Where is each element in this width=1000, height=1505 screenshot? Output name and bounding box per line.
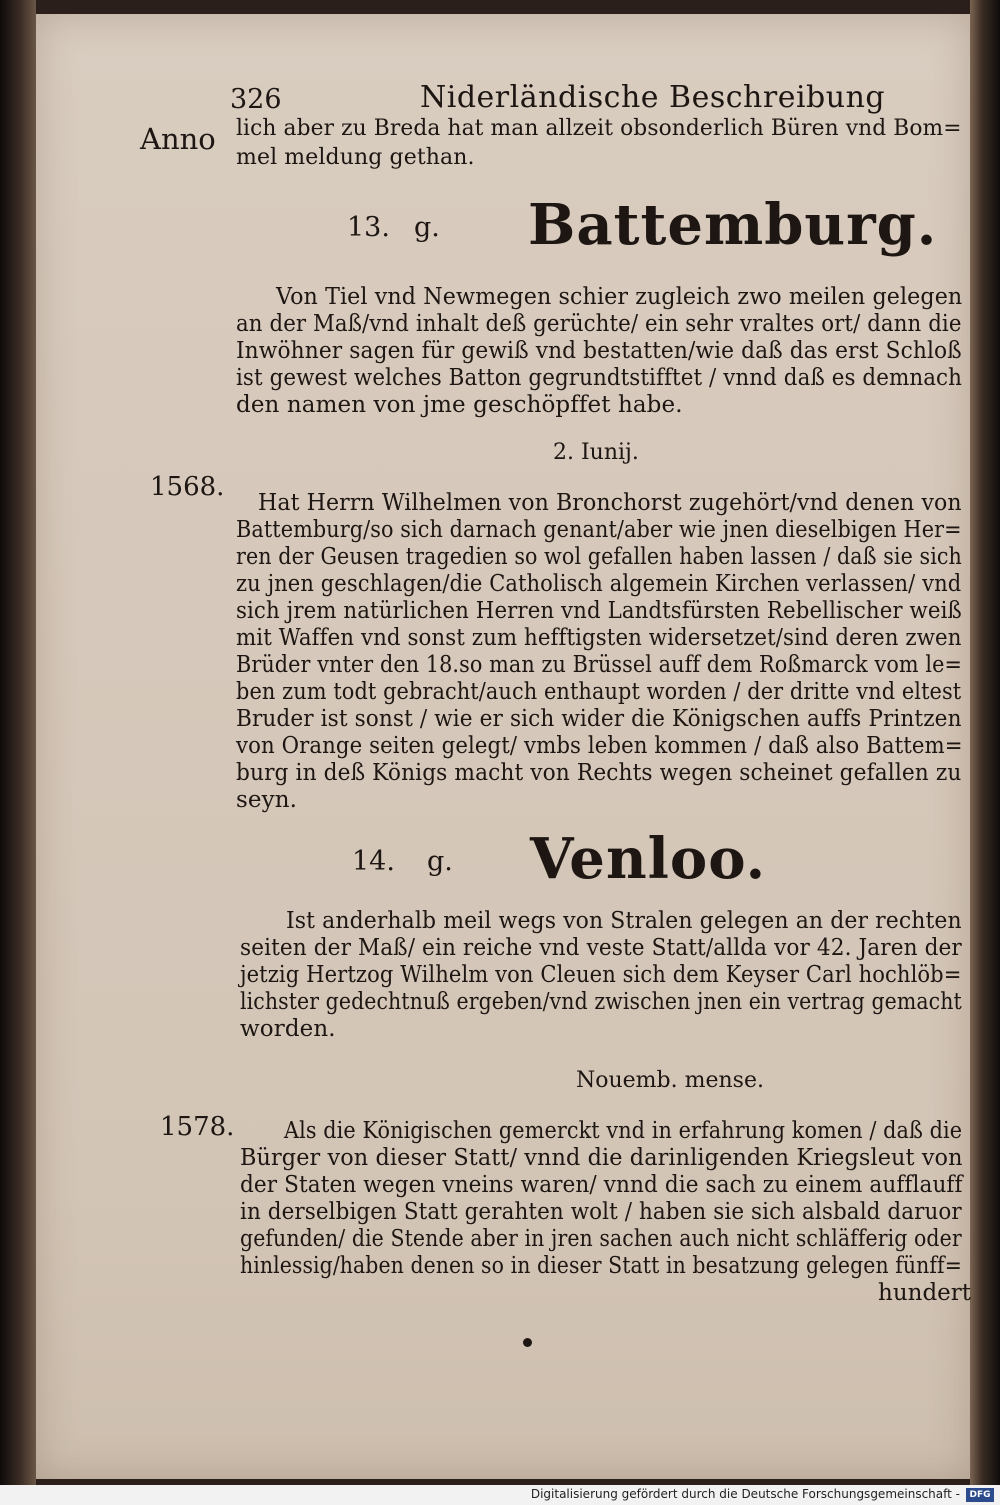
paragraph-line: Hat Herrn Wilhelmen von Bronchorst zugehört/vnd denen von [258, 490, 962, 516]
section-number: 14. [352, 846, 395, 877]
dfg-logo: DFG [966, 1488, 994, 1502]
paragraph-line: Brüder vnter den 18.so man zu Brüssel auff dem Roßmarck vom le= [236, 652, 962, 678]
section-sign: g. [427, 846, 453, 877]
paragraph-line: ist gewest welches Batton gegrundtstifftet / vnnd daß es demnach [236, 365, 962, 391]
paragraph-line: in derselbigen Statt gerahten wolt / haben sie sich alsbald daruor [240, 1199, 962, 1225]
paragraph-line: Inwöhner sagen für gewiß vnd bestatten/wie daß das erst Schloß [236, 338, 962, 364]
paragraph-line: lichster gedechtnuß ergeben/vnd zwischen jnen ein vertrag gemacht [240, 989, 962, 1015]
date-heading: 2. Iunij. [553, 440, 639, 465]
paragraph-line: Ist anderhalb meil wegs von Stralen gelegen an der rechten [286, 908, 962, 934]
paragraph-line: Von Tiel vnd Newmegen schier zugleich zwo meilen gelegen [276, 284, 963, 310]
paragraph-line: zu jnen geschlagen/die Catholisch algemein Kirchen verlassen/ vnd [236, 571, 962, 597]
paragraph-line: seiten der Maß/ ein reiche vnd veste Statt/allda vor 42. Jaren der [240, 935, 962, 961]
section-number: 13. [347, 212, 390, 243]
paragraph-line: sich jrem natürlichen Herren vnd Landtsfürsten Rebellischer weiß [236, 598, 962, 624]
page-number: 326 [230, 84, 282, 115]
paragraph-line: jetzig Hertzog Wilhelm von Cleuen sich dem Keyser Carl hochlöb= [240, 962, 962, 988]
date-heading: Nouemb. mense. [576, 1068, 764, 1093]
paragraph-line: Battemburg/so sich darnach genant/aber wie jnen dieselbigen Her= [236, 517, 962, 543]
paragraph-line: an der Maß/vnd inhalt deß gerüchte/ ein sehr vraltes ort/ dann die [236, 311, 962, 337]
paragraph-line: der Staten wegen vneins waren/ vnnd die sach zu einem aufflauff [240, 1172, 963, 1198]
paragraph-line: Bruder ist sonst / wie er sich wider die Königschen auffs Printzen [236, 706, 962, 732]
paragraph-line: gefunden/ die Stende aber in jren sachen auch nicht schläfferig oder [240, 1226, 962, 1252]
digitization-footer [0, 1485, 1000, 1505]
catchword: hundert [878, 1280, 972, 1306]
section-title-venloo: Venloo. [530, 826, 767, 892]
running-title: Niderländische Beschreibung [420, 80, 886, 115]
section-sign: g. [414, 212, 440, 243]
margin-anno: Anno [140, 122, 216, 156]
margin-year: 1578. [160, 1112, 235, 1142]
paragraph-line: worden. [240, 1016, 336, 1042]
paragraph-line: Bürger von dieser Statt/ vnnd die darinligenden Kriegsleut von [240, 1145, 963, 1171]
paragraph-line: mit Waffen vnd sonst zum hefftigsten widersetzet/sind deren zwen [236, 625, 962, 651]
paragraph-line: ren der Geusen tragedien so wol gefallen haben lassen / daß sie sich [236, 544, 962, 570]
book-binding-edge [0, 0, 36, 1485]
paragraph-line: von Orange seiten gelegt/ vmbs leben kommen / daß also Battem= [236, 733, 963, 759]
printer-ornament-dot [523, 1338, 532, 1347]
paragraph-line: ben zum todt gebracht/auch enthaupt worden / der dritte vnd eltest [236, 679, 962, 705]
paragraph-line: den namen von jme geschöpffet habe. [236, 392, 683, 418]
intro-line: mel meldung gethan. [236, 145, 475, 170]
paragraph-line: burg in deß Königs macht von Rechts wegen scheinet gefallen zu [236, 760, 962, 786]
margin-year: 1568. [150, 472, 225, 502]
paragraph-line: hinlessig/haben denen so in dieser Statt in besatzung gelegen fünff= [240, 1253, 962, 1279]
section-title-battemburg: Battemburg. [528, 192, 938, 258]
paragraph-line: Als die Königischen gemerckt vnd in erfahrung komen / daß die [284, 1118, 963, 1144]
intro-line: lich aber zu Breda hat man allzeit obsonderlich Büren vnd Bom= [236, 116, 962, 141]
paragraph-line: seyn. [236, 787, 298, 813]
footer-credit: Digitalisierung gefördert durch die Deutsche Forschungsgemeinschaft - [530, 1487, 960, 1501]
page-edge [970, 0, 1000, 1485]
